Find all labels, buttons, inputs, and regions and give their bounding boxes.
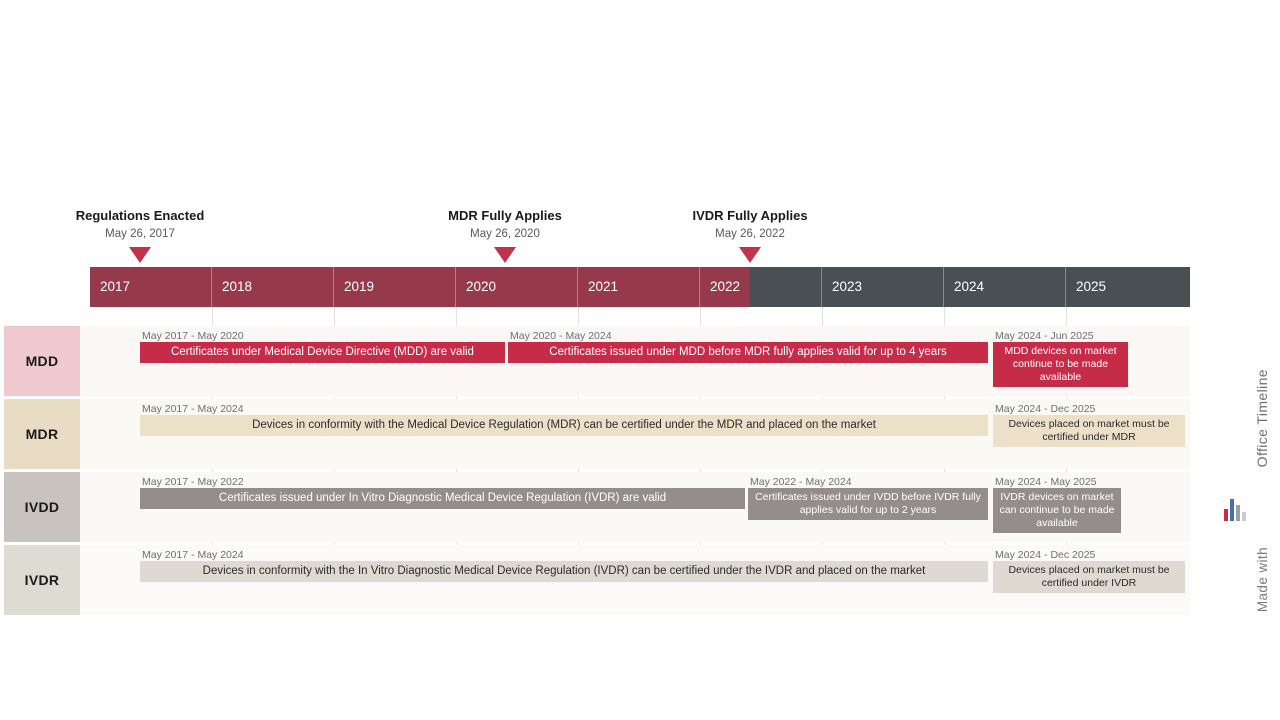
row-body-mdd (80, 326, 1190, 396)
milestone-mdr-fully-applies (395, 208, 615, 263)
branding-watermark (1226, 355, 1272, 645)
task-bar[interactable]: Certificates issued under IVDD before IVDR fully applies valid for up to 2 years (748, 488, 988, 520)
year-label-2024: 2024 (944, 267, 1066, 307)
task-bar-group (993, 472, 1121, 533)
row-label-mdr: MDR (4, 399, 80, 469)
brand-product-name: Office Timeline (1254, 369, 1270, 468)
milestone-marker-icon (739, 247, 761, 263)
swimlane-row-ivdr (0, 545, 1190, 615)
task-bar[interactable]: Certificates issued under In Vitro Diagnostic Medical Device Regulation (IVDR) are valid (140, 488, 745, 509)
row-body-ivdr (80, 545, 1190, 615)
milestone-regulations-enacted (30, 208, 250, 263)
task-bar[interactable]: Devices placed on market must be certified under IVDR (993, 561, 1185, 593)
milestone-title: Regulations Enacted (75, 208, 205, 223)
row-label-mdd: MDD (4, 326, 80, 396)
year-label-2017: 2017 (90, 267, 212, 307)
task-bar-group (140, 545, 988, 582)
task-bar-group (748, 472, 988, 520)
task-date-range: May 2022 - May 2024 (750, 476, 852, 488)
task-bar[interactable]: Devices in conformity with the Medical Device Regulation (MDR) can be certified under the MDR and placed on the market (140, 415, 988, 436)
milestone-ivdr-fully-applies (640, 208, 860, 263)
task-date-range: May 2017 - May 2020 (142, 330, 244, 342)
year-label-2022: 2022 (700, 267, 822, 307)
task-bar-group (140, 399, 988, 436)
year-label-2018: 2018 (212, 267, 334, 307)
timeline-axis (90, 267, 1190, 307)
task-date-range: May 2017 - May 2024 (142, 403, 244, 415)
swimlane-row-ivdd (0, 472, 1190, 542)
row-label-ivdr: IVDR (4, 545, 80, 615)
year-label-2025: 2025 (1076, 279, 1107, 294)
task-bar[interactable]: IVDR devices on market can continue to be made available (993, 488, 1121, 533)
task-date-range: May 2017 - May 2024 (142, 549, 244, 561)
year-label-2019: 2019 (334, 267, 456, 307)
task-bar[interactable]: MDD devices on market continue to be made available (993, 342, 1128, 387)
year-label-2020: 2020 (456, 267, 578, 307)
milestone-title: IVDR Fully Applies (692, 208, 808, 223)
swimlane-row-mdr (0, 399, 1190, 469)
task-bar[interactable]: Certificates issued under MDD before MDR fully applies valid for up to 4 years (508, 342, 988, 363)
task-date-range: May 2020 - May 2024 (510, 330, 612, 342)
row-body-ivdd (80, 472, 1190, 542)
task-bar[interactable]: Devices in conformity with the In Vitro Diagnostic Medical Device Regulation (IVDR) can be certified under the IVDR and placed on the market (140, 561, 988, 582)
task-bar-group (140, 472, 745, 509)
milestone-date: May 26, 2017 (105, 228, 175, 240)
task-date-range: May 2024 - May 2025 (995, 476, 1097, 488)
swimlane-row-mdd (0, 326, 1190, 396)
milestone-date: May 26, 2022 (715, 228, 785, 240)
row-label-ivdd: IVDD (4, 472, 80, 542)
task-date-range: May 2024 - Dec 2025 (995, 549, 1096, 561)
year-label-2021: 2021 (578, 267, 700, 307)
task-bar-group (993, 545, 1185, 593)
task-bar-group (508, 326, 988, 363)
year-label-2023: 2023 (822, 267, 944, 307)
brand-made-with-label: Made with (1255, 547, 1270, 613)
milestone-marker-icon (494, 247, 516, 263)
milestone-date: May 26, 2020 (470, 228, 540, 240)
task-date-range: May 2017 - May 2022 (142, 476, 244, 488)
milestone-marker-icon (129, 247, 151, 263)
task-bar[interactable]: Certificates under Medical Device Directive (MDD) are valid (140, 342, 505, 363)
task-date-range: May 2024 - Jun 2025 (995, 330, 1094, 342)
task-bar-group (993, 399, 1185, 447)
task-bar-group (993, 326, 1128, 387)
task-bar-group (140, 326, 505, 363)
row-body-mdr (80, 399, 1190, 469)
office-timeline-logo-icon (1224, 495, 1250, 521)
task-bar[interactable]: Devices placed on market must be certified under MDR (993, 415, 1185, 447)
milestone-title: MDR Fully Applies (448, 208, 562, 223)
task-date-range: May 2024 - Dec 2025 (995, 403, 1096, 415)
